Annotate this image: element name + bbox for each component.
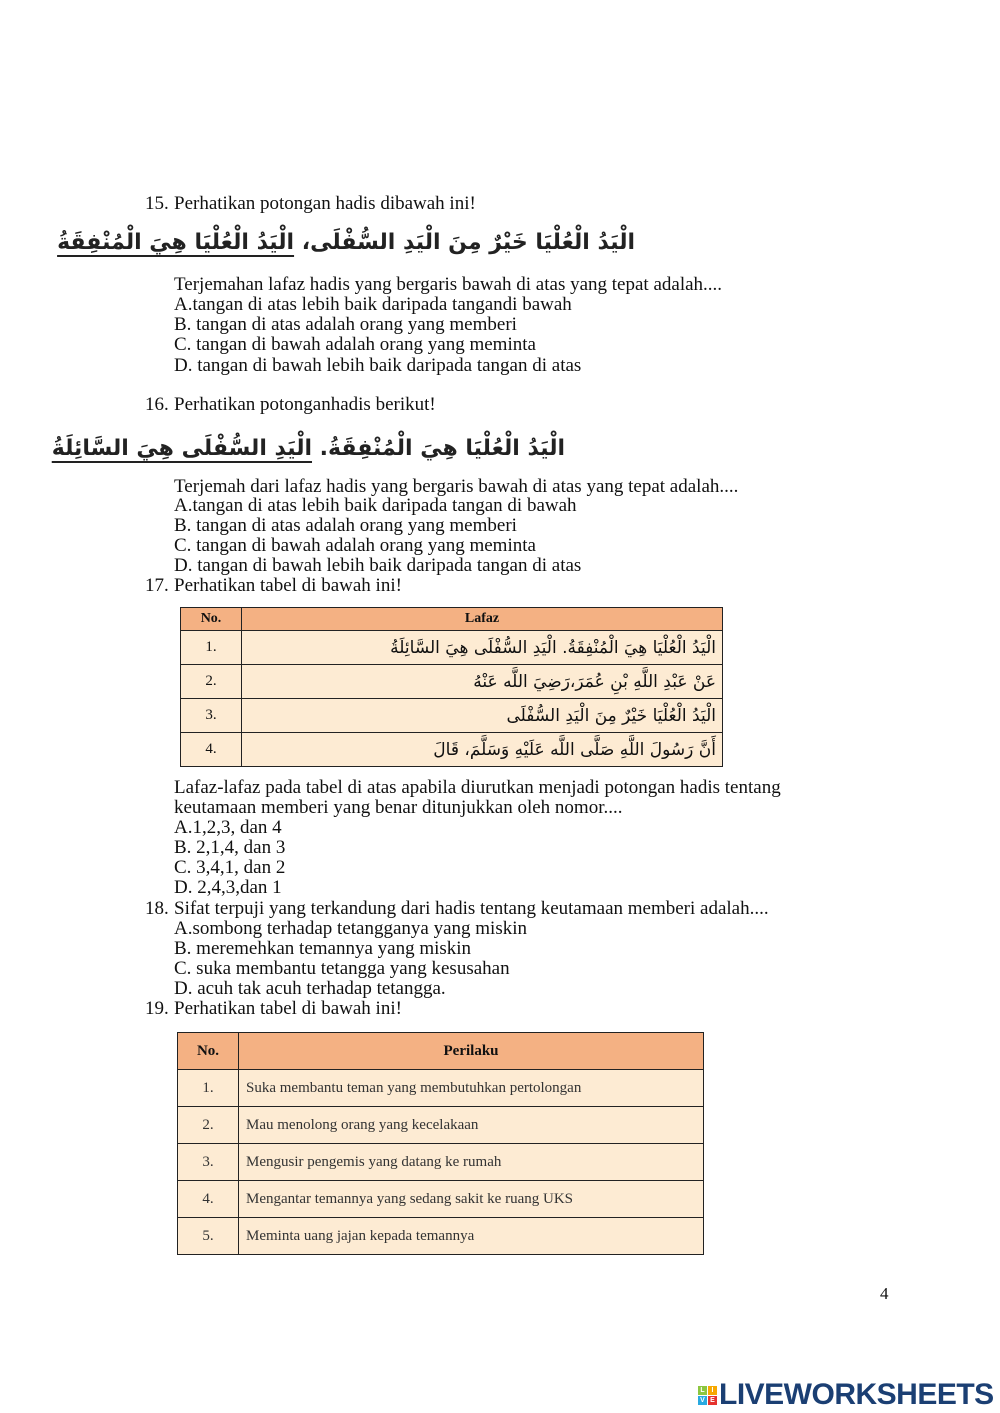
q15-option-c[interactable]: C. tangan di bawah adalah orang yang meminta	[174, 334, 536, 355]
q17-prompt: Perhatikan tabel di bawah ini!	[174, 575, 402, 596]
header-no: No.	[181, 608, 242, 631]
liveworksheets-logo[interactable]	[698, 1378, 994, 1412]
q16-option-b[interactable]: B. tangan di atas adalah orang yang memberi	[174, 515, 517, 536]
q16-arabic-underlined: الْيَدِ السُّفْلَى هِيَ السَّائِلَةُ	[51, 436, 313, 461]
q16-number: 16.	[145, 394, 169, 415]
q17-question-line2: keutamaan memberi yang benar ditunjukkan oleh nomor....	[174, 797, 623, 818]
page-number: 4	[880, 1284, 889, 1303]
table-row	[181, 665, 723, 699]
q17-option-a[interactable]: A.1,2,3, dan 4	[174, 817, 282, 838]
lafaz-table	[180, 607, 723, 767]
row-number: 1.	[181, 631, 242, 665]
logo-cube-letter: L	[698, 1386, 707, 1395]
logo-cube-icon	[698, 1386, 717, 1405]
logo-cube-letter: V	[698, 1396, 707, 1405]
q15-option-d[interactable]: D. tangan di bawah lebih baik daripada tangan di atas	[174, 355, 582, 376]
q18-option-d[interactable]: D. acuh tak acuh terhadap tetangga.	[174, 978, 446, 999]
q17-question-line1: Lafaz-lafaz pada tabel di atas apabila diurutkan menjadi potongan hadis tentang	[174, 777, 781, 798]
logo-text: LIVEWORKSHEETS	[719, 1378, 994, 1411]
row-number: 4.	[178, 1181, 239, 1218]
q15-number: 15.	[145, 193, 169, 214]
q18-number: 18.	[145, 898, 169, 919]
q15-arabic-underlined: الْيَدُ الْعُلْيَا هِيَ الْمُنْفِقَةُ	[57, 230, 295, 255]
table-header-row	[181, 608, 723, 631]
q19-number: 19.	[145, 998, 169, 1019]
q16-option-d[interactable]: D. tangan di bawah lebih baik daripada tangan di atas	[174, 555, 582, 576]
logo-cube-letter: I	[708, 1386, 717, 1395]
table-row	[178, 1107, 704, 1144]
row-perilaku: Suka membantu teman yang membutuhkan pertolongan	[239, 1070, 704, 1107]
row-perilaku: Mengantar temannya yang sedang sakit ke ruang UKS	[239, 1181, 704, 1218]
q18-option-a[interactable]: A.sombong terhadap tetangganya yang miskin	[174, 918, 528, 939]
q16-option-c[interactable]: C. tangan di bawah adalah orang yang meminta	[174, 535, 536, 556]
q18-question: Sifat terpuji yang terkandung dari hadis tentang keutamaan memberi adalah....	[174, 898, 769, 919]
q16-arabic	[52, 432, 565, 466]
q15-option-b[interactable]: B. tangan di atas adalah orang yang memberi	[174, 314, 517, 335]
q15-arabic-plain: الْيَدُ الْعُلْيَا خَيْرٌ مِنَ الْيَدِ السُّفْلَى،	[294, 230, 635, 255]
header-no: No.	[178, 1033, 239, 1070]
q19-prompt: Perhatikan tabel di bawah ini!	[174, 998, 402, 1019]
table-row	[181, 699, 723, 733]
table-row	[181, 631, 723, 665]
row-number: 3.	[181, 699, 242, 733]
q15-question: Terjemahan lafaz hadis yang bergaris bawah di atas yang tepat adalah....	[174, 274, 723, 295]
q17-option-b[interactable]: B. 2,1,4, dan 3	[174, 837, 286, 858]
q15-option-a[interactable]: A.tangan di atas lebih baik daripada tangandi bawah	[174, 294, 572, 315]
table-row	[178, 1181, 704, 1218]
q17-option-c[interactable]: C. 3,4,1, dan 2	[174, 857, 286, 878]
logo-cube-letter: E	[708, 1396, 717, 1405]
q16-arabic-plain: الْيَدُ الْعُلْيَا هِيَ الْمُنْفِقَةُ.	[312, 436, 565, 461]
q15-arabic	[57, 226, 635, 260]
row-number: 2.	[181, 665, 242, 699]
header-lafaz: Lafaz	[242, 608, 723, 631]
perilaku-table	[177, 1032, 704, 1255]
q15-prompt: Perhatikan potongan hadis dibawah ini!	[174, 193, 476, 214]
row-perilaku: Mau menolong orang yang kecelakaan	[239, 1107, 704, 1144]
row-lafaz: عَنْ عَبْدِ اللَّهِ بْنِ عُمَرَ،رَضِيَ اللَّه عَنْهُ	[242, 665, 723, 699]
row-number: 3.	[178, 1144, 239, 1181]
q18-option-b[interactable]: B. meremehkan temannya yang miskin	[174, 938, 472, 959]
table-row	[181, 733, 723, 767]
row-perilaku: Mengusir pengemis yang datang ke rumah	[239, 1144, 704, 1181]
q18-option-c[interactable]: C. suka membantu tetangga yang kesusahan	[174, 958, 510, 979]
q16-question: Terjemah dari lafaz hadis yang bergaris bawah di atas yang tepat adalah....	[174, 476, 739, 497]
header-perilaku: Perilaku	[239, 1033, 704, 1070]
row-lafaz: الْيَدُ الْعُلْيَا خَيْرٌ مِنَ الْيَدِ السُّفْلَى	[242, 699, 723, 733]
row-lafaz: أَنَّ رَسُولَ اللَّهِ صَلَّى اللَّه عَلَيْهِ وَسَلَّمَ، قَالَ	[242, 733, 723, 767]
table-row	[178, 1144, 704, 1181]
table-row	[178, 1218, 704, 1255]
row-number: 1.	[178, 1070, 239, 1107]
table-header-row	[178, 1033, 704, 1070]
row-perilaku: Meminta uang jajan kepada temannya	[239, 1218, 704, 1255]
row-number: 5.	[178, 1218, 239, 1255]
q16-prompt: Perhatikan potonganhadis berikut!	[174, 394, 436, 415]
row-number: 4.	[181, 733, 242, 767]
q16-option-a[interactable]: A.tangan di atas lebih baik daripada tangan di bawah	[174, 495, 577, 516]
row-lafaz: الْيَدُ الْعُلْيَا هِيَ الْمُنْفِقَةُ. الْيَدِ السُّفْلَى هِيَ السَّائِلَةُ	[242, 631, 723, 665]
row-number: 2.	[178, 1107, 239, 1144]
table-row	[178, 1070, 704, 1107]
q17-option-d[interactable]: D. 2,4,3,dan 1	[174, 877, 282, 898]
q17-number: 17.	[145, 575, 169, 596]
